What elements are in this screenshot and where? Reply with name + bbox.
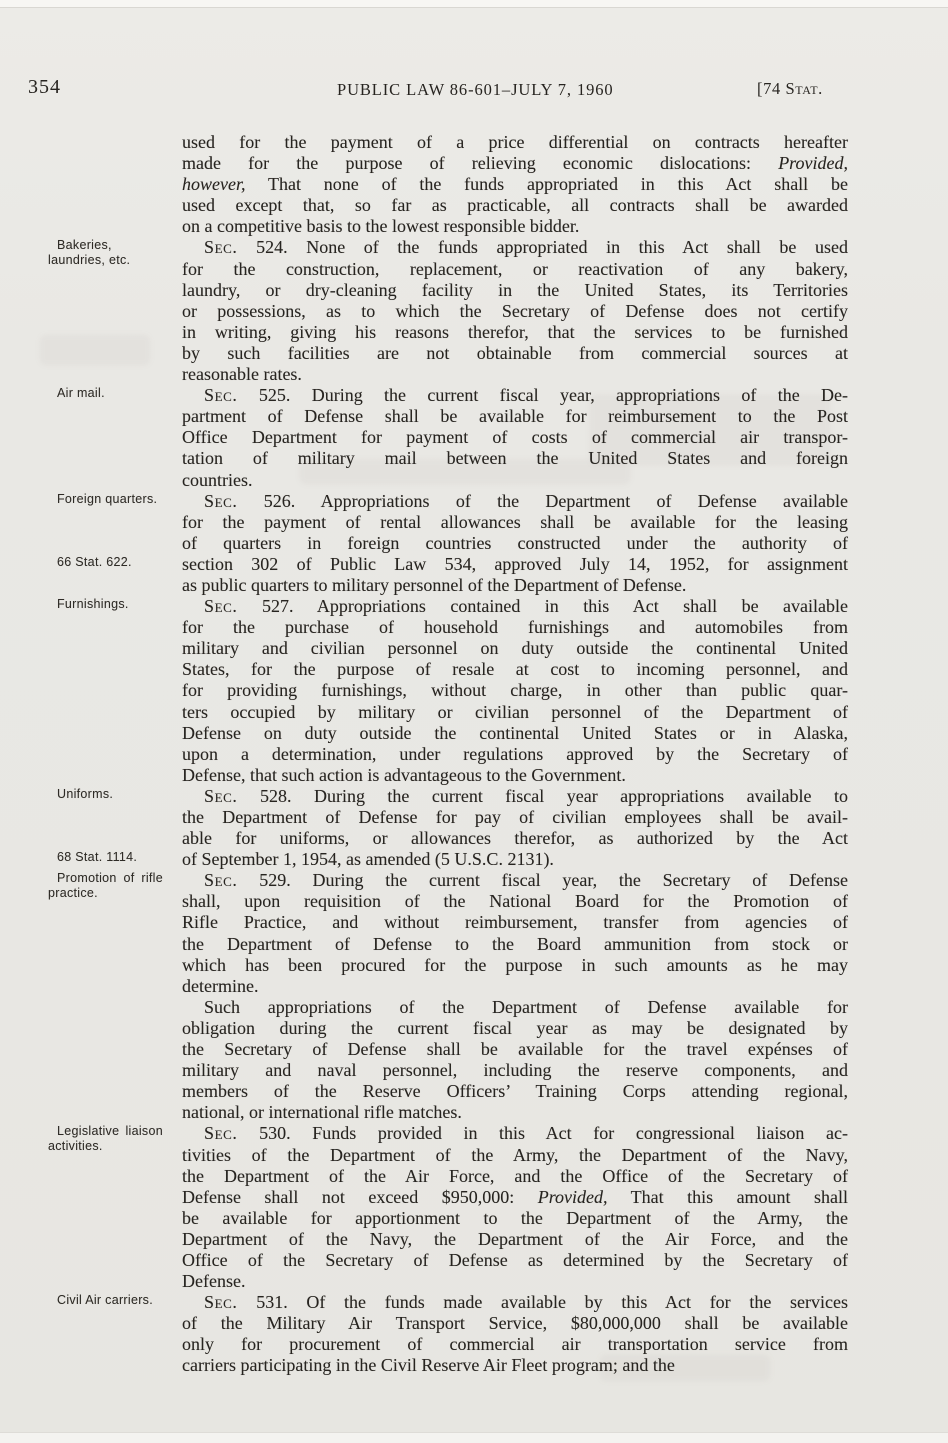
paragraph-sec-528	[57, 785, 848, 870]
body-column	[48, 132, 849, 1377]
text-line	[182, 807, 848, 828]
text-segment: which has been procured for the purpose in such amounts as he may	[182, 954, 848, 975]
text-segment: That this amount shall	[607, 1186, 849, 1207]
text-segment: the Department of Defense for pay of civilian employees shall be avail-	[182, 807, 848, 827]
text-line	[182, 870, 848, 891]
paragraph-sec-525	[57, 385, 848, 490]
paragraph-rotc-travel	[182, 997, 848, 1124]
text-line	[182, 1208, 848, 1229]
text-segment: for the construction, replacement, or reactivation of any bakery,	[182, 258, 848, 279]
text-line	[182, 1292, 848, 1313]
text-segment: Such appropriations of the Department of Defense available for	[204, 996, 848, 1017]
text-segment: Defense on duty outside the continental United States or in Alaska,	[182, 722, 848, 743]
text-segment: shall, upon requisition of the National Board for the Promotion of	[182, 891, 848, 912]
paragraph-sec-530	[48, 1123, 849, 1292]
text-line	[182, 744, 848, 765]
text-line	[182, 976, 848, 997]
text-segment: for providing furnishings, without charge, in other than public quar-	[182, 680, 848, 701]
text-line	[182, 512, 848, 533]
margin-note: Civil Air carriers.	[57, 1293, 153, 1308]
scan-edge-bottom	[0, 1432, 948, 1443]
margin-note: 68 Stat. 1114.	[57, 850, 138, 865]
text-line	[182, 385, 848, 406]
text-segment: That none of the funds appropriated in this Act shall be	[245, 174, 848, 195]
text-segment: Sec.	[204, 490, 238, 511]
text-line	[182, 1123, 848, 1144]
text-line	[182, 1102, 848, 1123]
scan-artifact	[40, 335, 150, 365]
text-line	[182, 322, 848, 343]
text-segment: however,	[182, 174, 246, 195]
text-segment: 531. Of the funds made available by this Act for the services	[237, 1292, 848, 1313]
text-line	[182, 491, 848, 512]
margin-note: Uniforms.	[57, 786, 114, 801]
text-line	[182, 934, 848, 955]
text-line	[182, 786, 848, 807]
header-title: PUBLIC LAW 86-601–JULY 7, 1960	[337, 80, 614, 99]
text-segment: countries.	[182, 469, 253, 490]
text-line	[182, 364, 848, 385]
text-segment: Sec.	[204, 1292, 238, 1313]
text-line	[182, 427, 848, 448]
text-line	[182, 765, 848, 786]
text-segment: 528. During the current fiscal year appropriations available to	[237, 785, 848, 806]
text-segment: 527. Appropriations contained in this Act shall be available	[237, 596, 848, 617]
text-line	[182, 997, 848, 1018]
text-segment: 529. During the current fiscal year, the Secretary of Defense	[237, 870, 848, 891]
text-segment: reasonable rates.	[182, 364, 302, 385]
scan-edge-top	[0, 0, 948, 8]
text-segment: tation of military mail between the United States and foreign	[182, 448, 848, 469]
text-segment: section 302 of Public Law 534, approved July 14, 1952, for assignment	[182, 553, 848, 574]
text-segment: of September 1, 1954, as amended (5 U.S.C. 2131).	[182, 849, 554, 870]
text-line	[182, 1187, 848, 1208]
paragraph-sec-524	[48, 237, 848, 385]
text-line	[182, 828, 848, 849]
text-segment: by such facilities are not obtainable from commercial sources at	[182, 342, 848, 363]
text-segment: for the payment of rental allowances shall be available for the leasing	[182, 511, 848, 532]
text-segment: Provided,	[778, 153, 848, 174]
text-line	[182, 1334, 848, 1355]
text-segment: Sec.	[204, 237, 238, 258]
text-segment: be available for apportionment to the Department of the Army, the	[182, 1207, 848, 1228]
text-segment: ters occupied by military or civilian personnel of the Department of	[182, 701, 848, 722]
text-line	[182, 132, 848, 153]
margin-note: Promotion of rifle practice.	[48, 871, 163, 901]
text-segment: 526. Appropriations of the Department of Defense available	[237, 490, 848, 511]
margin-note: 66 Stat. 622.	[57, 554, 132, 569]
text-line	[182, 301, 848, 322]
text-line	[182, 723, 848, 744]
text-line	[182, 702, 848, 723]
text-segment: military and naval personnel, including the reserve components, and	[182, 1060, 848, 1081]
text-segment: States, for the purpose of resale at cost to incoming personnel, and	[182, 659, 848, 680]
text-segment: laundry, or dry-cleaning facility in the United States, its Territories	[182, 279, 848, 300]
text-segment: the Secretary of Defense shall be available for the travel expénses of	[182, 1039, 848, 1060]
text-line	[182, 406, 848, 427]
text-segment: used except that, so far as practicable, all contracts shall be awarded	[182, 195, 848, 216]
text-segment: upon a determination, under regulations approved by the Secretary of	[182, 743, 848, 764]
text-line	[182, 237, 848, 258]
paragraph-sec-529	[48, 870, 848, 997]
paragraph-sec-531	[57, 1292, 848, 1376]
margin-note: Furnishings.	[57, 597, 129, 612]
text-segment: made for the purpose of relieving economic dislocations:	[182, 153, 779, 174]
text-segment: 525. During the current fiscal year, appropriations of the De-	[237, 385, 848, 406]
text-segment: able for uniforms, or allowances therefor, as authorized by the Act	[182, 828, 848, 849]
text-line	[182, 1081, 848, 1102]
text-line	[182, 638, 848, 659]
margin-note: Bakeries, laundries, etc.	[48, 238, 131, 268]
text-line	[182, 470, 848, 491]
text-segment: Provided,	[537, 1186, 608, 1207]
text-segment: on a competitive basis to the lowest responsible bidder.	[182, 216, 580, 237]
text-segment: Office of the Secretary of Defense as determined by the Secretary of	[182, 1249, 848, 1270]
text-line	[182, 554, 848, 575]
text-line	[182, 533, 848, 554]
text-segment: carriers participating in the Civil Reserve Air Fleet program; and the	[182, 1355, 675, 1376]
paragraph-sec-527	[57, 596, 848, 786]
text-line	[182, 596, 848, 617]
statutes-volume-ref	[757, 79, 823, 99]
text-line	[182, 216, 848, 237]
text-segment: obligation during the current fiscal year as may be designated by	[182, 1017, 848, 1038]
text-line	[182, 1145, 848, 1166]
text-segment: determine.	[182, 975, 259, 996]
text-segment: Office Department for payment of costs of commercial air transpor-	[182, 427, 848, 448]
text-segment: Defense shall not exceed $950,000:	[182, 1186, 538, 1207]
text-segment: military and civilian personnel on duty outside the continental United	[182, 638, 848, 659]
text-segment: Sec.	[204, 596, 238, 617]
text-segment: Rifle Practice, and without reimbursement, transfer from agencies of	[182, 912, 848, 933]
text-line	[182, 1039, 848, 1060]
text-line	[182, 1250, 848, 1271]
text-line	[182, 1166, 848, 1187]
text-line	[182, 1018, 848, 1039]
text-segment: only for procurement of commercial air transportation service from	[182, 1334, 848, 1355]
margin-note: Legislative liaison activities.	[48, 1124, 163, 1154]
text-segment: the Department of Defense to the Board ammunition from stock or	[182, 933, 848, 954]
margin-note: Air mail.	[57, 386, 105, 401]
text-line	[182, 1313, 848, 1334]
text-line	[182, 1229, 848, 1250]
paragraph-sec-526	[57, 490, 848, 596]
text-line	[182, 280, 848, 301]
text-segment: Sec.	[204, 1123, 238, 1144]
text-segment: as public quarters to military personnel of the Department of Defense.	[182, 574, 687, 595]
text-segment: of quarters in foreign countries constructed under the authority of	[182, 532, 848, 553]
text-segment: Sec.	[204, 785, 238, 806]
text-line	[182, 1271, 848, 1292]
text-line	[182, 849, 848, 870]
text-segment: of the Military Air Transport Service, $80,000,000 shall be available	[182, 1313, 848, 1334]
text-line	[182, 153, 848, 174]
paragraph-intro-continuation	[182, 132, 848, 237]
text-line	[182, 659, 848, 680]
text-line	[182, 891, 848, 912]
text-segment: in writing, giving his reasons therefor, that the services to be furnished	[182, 321, 848, 342]
text-segment: 524. None of the funds appropriated in this Act shall be used	[237, 237, 848, 258]
text-segment: Defense.	[182, 1271, 246, 1292]
text-line	[182, 174, 848, 195]
text-segment: Department of the Navy, the Department of the Air Force, and the	[182, 1228, 848, 1249]
statutes-volume-label: Stat.	[785, 79, 823, 98]
text-segment: national, or international rifle matches.	[182, 1102, 462, 1123]
text-segment: members of the Reserve Officers’ Training Corps attending regional,	[182, 1081, 848, 1102]
text-segment: Sec.	[204, 870, 238, 891]
text-segment: or possessions, as to which the Secretary of Defense does not certify	[182, 300, 848, 321]
text-segment: partment of Defense shall be available for reimbursement to the Post	[182, 406, 848, 427]
text-line	[182, 259, 848, 280]
text-line	[182, 343, 848, 364]
text-segment: the Department of the Air Force, and the Office of the Secretary of	[182, 1165, 848, 1186]
text-segment: 530. Funds provided in this Act for congressional liaison ac-	[237, 1123, 848, 1144]
text-segment: Sec.	[204, 385, 238, 406]
text-line	[182, 1060, 848, 1081]
text-line	[182, 195, 848, 216]
text-segment: for the purchase of household furnishings and automobiles from	[182, 617, 848, 638]
text-line	[182, 912, 848, 933]
text-line	[182, 617, 848, 638]
text-segment: Defense, that such action is advantageous to the Government.	[182, 764, 626, 785]
text-line	[182, 955, 848, 976]
text-line	[182, 575, 848, 596]
text-segment: tivities of the Department of the Army, the Department of the Navy,	[182, 1144, 848, 1165]
page-number: 354	[28, 76, 61, 98]
text-line	[182, 1355, 848, 1376]
text-line	[182, 680, 848, 701]
text-line	[182, 448, 848, 469]
statutes-volume-prefix: [74	[757, 79, 786, 98]
margin-note: Foreign quarters.	[57, 491, 158, 506]
text-segment: used for the payment of a price differential on contracts hereafter	[182, 132, 848, 152]
